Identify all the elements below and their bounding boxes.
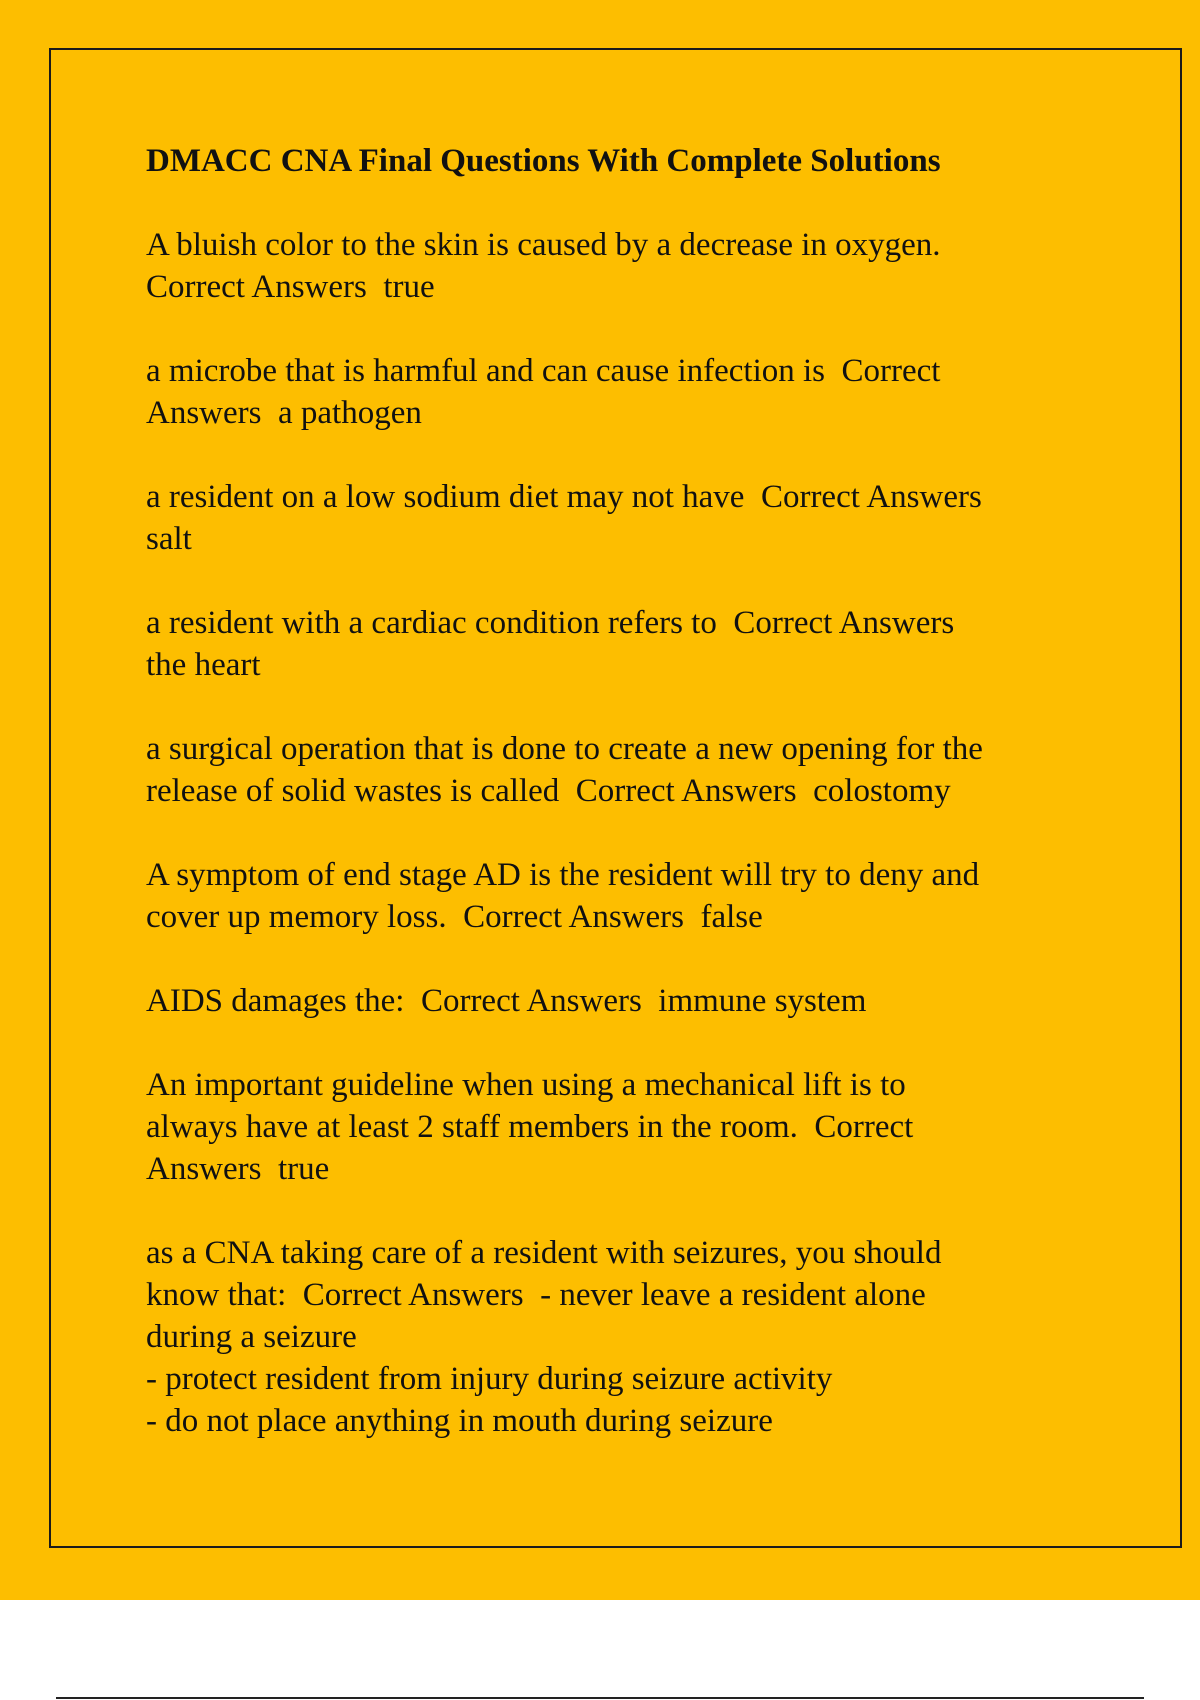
document-content xyxy=(146,140,1096,1484)
document-title: DMACC CNA Final Questions With Complete Solutions xyxy=(146,143,941,179)
qa-item: a microbe that is harmful and can cause infection is Correct Answers a pathogen xyxy=(146,353,941,431)
qa-item: a surgical operation that is done to create a new opening for the release of solid wastes is called Correct Answers colostomy xyxy=(146,731,983,809)
qa-item: A bluish color to the skin is caused by a decrease in oxygen. Correct Answers true xyxy=(146,227,941,305)
qa-item: a resident on a low sodium diet may not have Correct Answers salt xyxy=(146,479,982,557)
qa-item: AIDS damages the: Correct Answers immune system xyxy=(146,983,867,1019)
qa-item: A symptom of end stage AD is the resident will try to deny and cover up memory loss. Correct Answers false xyxy=(146,857,980,935)
footer-divider xyxy=(56,1697,1144,1699)
qa-item: An important guideline when using a mechanical lift is to always have at least 2 staff members in the room. Correct Answers true xyxy=(146,1067,914,1187)
qa-item: a resident with a cardiac condition refers to Correct Answers the heart xyxy=(146,605,955,683)
qa-item: as a CNA taking care of a resident with seizures, you should know that: Correct Answers - never leave a resident alone during a seizure - protect resident from injury during seizure activity - do not place anything in mouth during seizure xyxy=(146,1235,942,1439)
